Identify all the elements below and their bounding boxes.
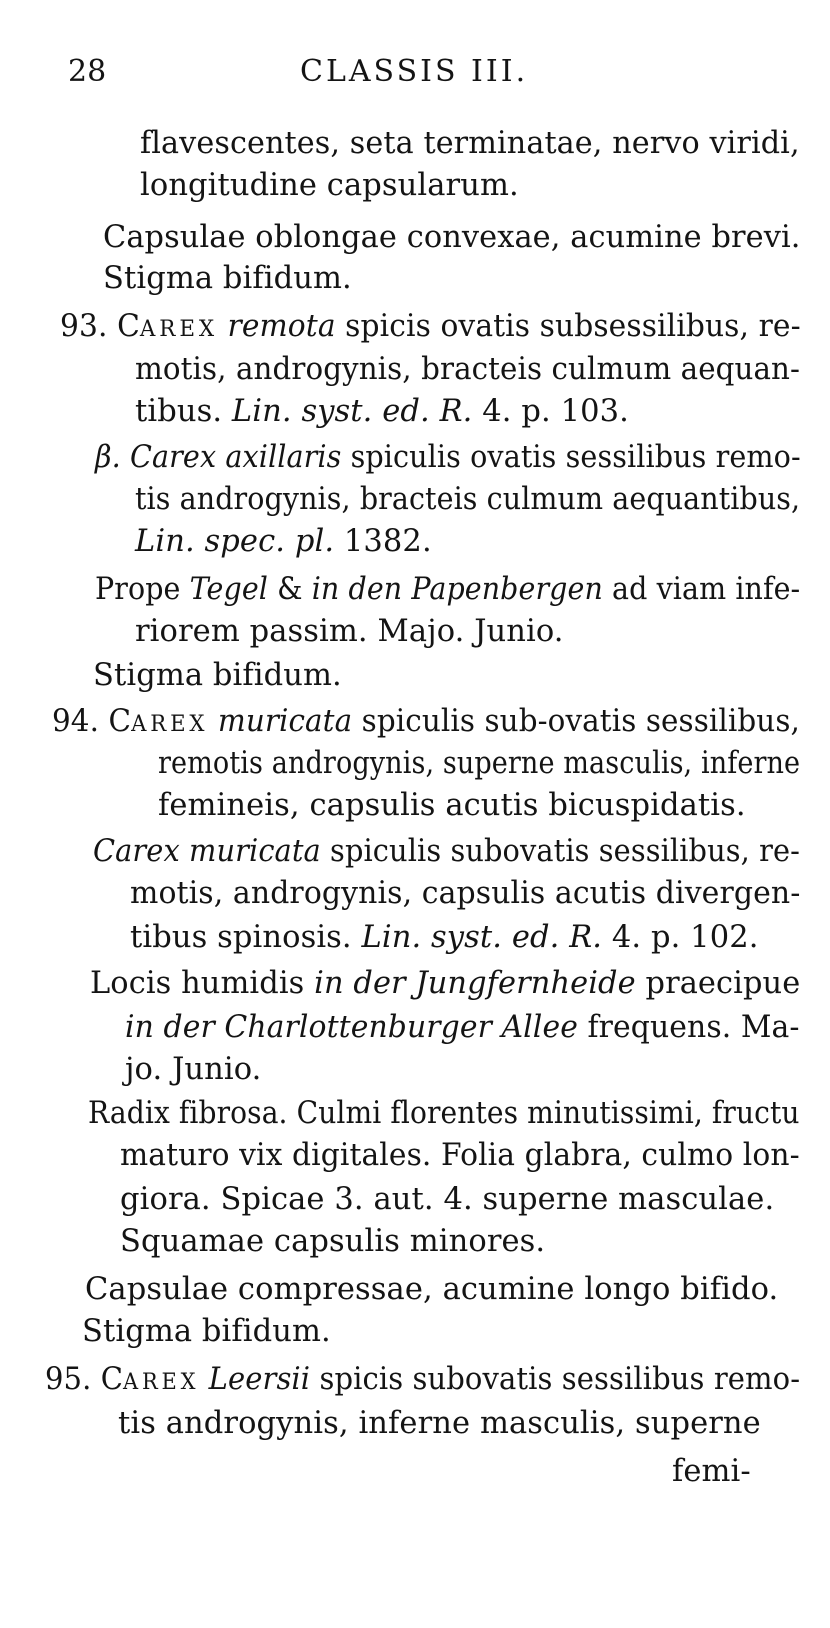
text-line: Capsulae compressae, acumine longo bifido. — [85, 1272, 779, 1307]
text-line: riorem passim. Majo. Junio. — [135, 614, 564, 649]
text-line: Capsulae oblongae convexae, acumine brevi. — [103, 220, 801, 255]
species-name: Leersii — [208, 1362, 311, 1397]
text-line: motis, androgynis, capsulis acutis divergen- — [130, 876, 801, 911]
text-line: tis androgynis, bracteis culmum aequantibus, — [135, 482, 801, 517]
species-name: remota — [227, 309, 336, 344]
text-line: Stigma bifidum. — [82, 1314, 331, 1349]
text-line: maturo vix digitales. Folia glabra, culmo lon- — [120, 1138, 800, 1173]
text-line: longitudine capsularum. — [140, 168, 519, 203]
entry-number: 93. — [60, 309, 108, 344]
text-line: Lin. spec. pl. 1382. — [135, 524, 432, 559]
page-number: 28 — [68, 54, 107, 89]
text-line: flavescentes, seta terminatae, nervo viridi, — [140, 126, 800, 161]
text-line: tibus spinosis. Lin. syst. ed. R. 4. p. 102. — [130, 920, 759, 955]
text-line: tis androgynis, inferne masculis, superne — [118, 1406, 761, 1441]
text-line: giora. Spicae 3. aut. 4. superne masculae. — [120, 1182, 775, 1217]
text-line: remotis androgynis, superne masculis, inferne — [158, 746, 801, 781]
entry-95-line: 95. CAREX Leersii spicis subovatis sessilibus remo- — [45, 1362, 801, 1397]
text-line: jo. Junio. — [125, 1052, 262, 1087]
entry-number: 94. — [52, 704, 100, 739]
text-line: Squamae capsulis minores. — [120, 1224, 546, 1259]
description-line: Radix fibrosa. Culmi florentes minutissimi, fructu — [88, 1096, 800, 1131]
variety-beta-line: β. Carex axillaris spiculis ovatis sessilibus remo- — [95, 440, 801, 475]
running-title: CLASSIS III. — [300, 54, 529, 89]
text-line: in der Charlottenburger Allee frequens. Ma- — [125, 1010, 800, 1045]
text-line: Stigma bifidum. — [103, 261, 352, 296]
text-line: Stigma bifidum. — [93, 658, 342, 693]
locality-line: Prope Tegel & in den Papenbergen ad viam infe- — [95, 572, 801, 607]
text-line: motis, androgynis, bracteis culmum aequan- — [135, 352, 801, 387]
species-name: muricata — [217, 704, 353, 739]
synonym-line: Carex muricata spiculis subovatis sessilibus, re- — [93, 834, 800, 869]
entry-93-line: 93. CAREX remota spicis ovatis subsessilibus, re- — [60, 309, 801, 344]
text-line: tibus. Lin. syst. ed. R. 4. p. 103. — [135, 394, 629, 429]
catchword: femi- — [672, 1454, 751, 1489]
text-line: femineis, capsulis acutis bicuspidatis. — [158, 788, 746, 823]
locality-line: Locis humidis in der Jungfernheide praecipue — [90, 966, 801, 1001]
entry-94-line: 94. CAREX muricata spiculis sub-ovatis sessilibus, — [52, 704, 800, 739]
entry-number: 95. — [45, 1362, 92, 1397]
